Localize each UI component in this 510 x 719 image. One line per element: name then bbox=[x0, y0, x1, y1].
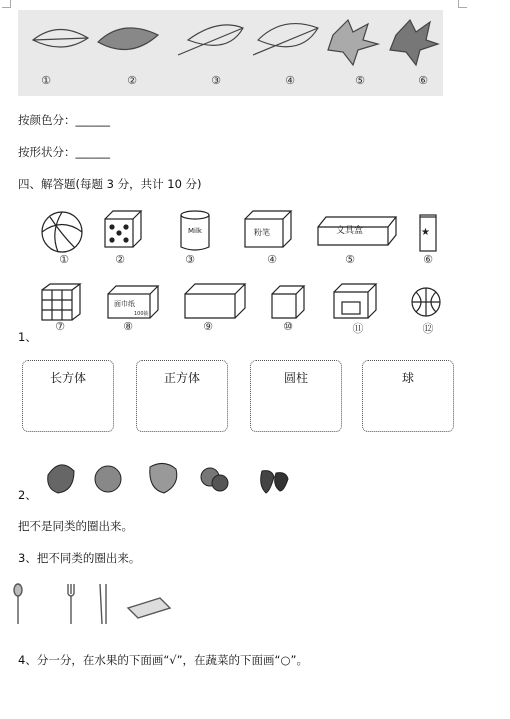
shapes-row-2 bbox=[20, 280, 470, 330]
category-box-sphere bbox=[362, 360, 454, 432]
shape-number: ⑨ bbox=[203, 320, 213, 333]
corner-mark-left bbox=[2, 0, 11, 8]
shape-number: ⑧ bbox=[123, 320, 133, 333]
star-decoration: ★ bbox=[421, 227, 430, 238]
basketball bbox=[412, 288, 440, 316]
lettuce bbox=[150, 463, 177, 493]
leaf-number: ④ bbox=[285, 74, 295, 87]
corner-mark-right bbox=[458, 0, 467, 8]
leaf-number: ① bbox=[41, 74, 51, 87]
shape-number: ② bbox=[115, 253, 125, 266]
leaf-5 bbox=[328, 20, 378, 65]
strawberry-2 bbox=[275, 473, 288, 491]
tissue-label: 面巾纸 bbox=[114, 300, 135, 308]
category-box-cylinder bbox=[250, 360, 342, 432]
question-4-label: 4、分一分，在水果的下面画“√”，在蔬菜的下面画“○”。 bbox=[18, 653, 309, 667]
tissue-count-label: 100抽 bbox=[134, 311, 149, 317]
shape-number: ⑪ bbox=[352, 322, 364, 335]
shapes-row-1 bbox=[20, 205, 470, 275]
shape-number: ⑤ bbox=[345, 253, 355, 266]
category-box-cuboid bbox=[22, 360, 114, 432]
shape-number: ⑥ bbox=[423, 253, 433, 266]
question-2-text: 把不是同类的圈出来。 bbox=[18, 519, 133, 533]
by-shape-line: 按形状分：______ bbox=[18, 145, 110, 159]
strawberry-1 bbox=[261, 471, 274, 493]
leaf-number: ⑤ bbox=[355, 74, 365, 87]
orange-2 bbox=[212, 475, 228, 491]
leaf-2 bbox=[98, 28, 158, 50]
spoon-icon bbox=[14, 584, 22, 624]
shape-number: ⑦ bbox=[55, 320, 65, 333]
shape-number: ① bbox=[59, 253, 69, 266]
leaf-number: ② bbox=[127, 74, 137, 87]
fork-icon bbox=[68, 584, 74, 624]
category-label: 长方体 bbox=[49, 371, 86, 385]
category-box-cube bbox=[136, 360, 228, 432]
section-4-heading: 四、解答题(每题 3 分，共计 10 分) bbox=[18, 177, 202, 191]
pomegranate bbox=[48, 465, 74, 493]
shape-number: ⑫ bbox=[422, 322, 434, 335]
dice-cube bbox=[105, 211, 141, 247]
melon bbox=[95, 466, 121, 492]
leaf-4 bbox=[253, 24, 318, 55]
pencil-case-icon bbox=[128, 598, 170, 618]
leaf-number: ③ bbox=[211, 74, 221, 87]
category-label: 球 bbox=[401, 371, 414, 385]
shape-number: ④ bbox=[267, 253, 277, 266]
category-label: 圆柱 bbox=[283, 371, 308, 385]
question-1-label: 1、 bbox=[18, 330, 37, 344]
milk-label: Milk bbox=[188, 227, 202, 235]
chopsticks-icon bbox=[100, 584, 106, 624]
beach-ball bbox=[42, 212, 82, 252]
shape-number: ③ bbox=[185, 253, 195, 266]
ink-bottle-box bbox=[334, 284, 376, 318]
question-2-label: 2、 bbox=[18, 488, 37, 502]
question-3-label: 3、把不同类的圈出来。 bbox=[18, 551, 141, 565]
rubik-cube bbox=[42, 284, 80, 320]
by-color-line: 按颜色分：______ bbox=[18, 113, 110, 127]
cube bbox=[272, 286, 304, 318]
leaves-illustration bbox=[18, 10, 443, 96]
leaf-3 bbox=[178, 25, 243, 55]
stationery-label: 文具盒 bbox=[336, 226, 364, 236]
leaf-6 bbox=[390, 20, 438, 65]
leaf-image-strip bbox=[18, 10, 443, 96]
fruit-veg-row bbox=[40, 455, 300, 501]
category-label: 正方体 bbox=[163, 371, 200, 385]
tableware-row bbox=[10, 580, 180, 630]
leaf-number: ⑥ bbox=[418, 74, 428, 87]
chalk-label: 粉笔 bbox=[254, 228, 270, 237]
shape-number: ⑩ bbox=[283, 320, 293, 333]
cuboid bbox=[185, 284, 245, 318]
